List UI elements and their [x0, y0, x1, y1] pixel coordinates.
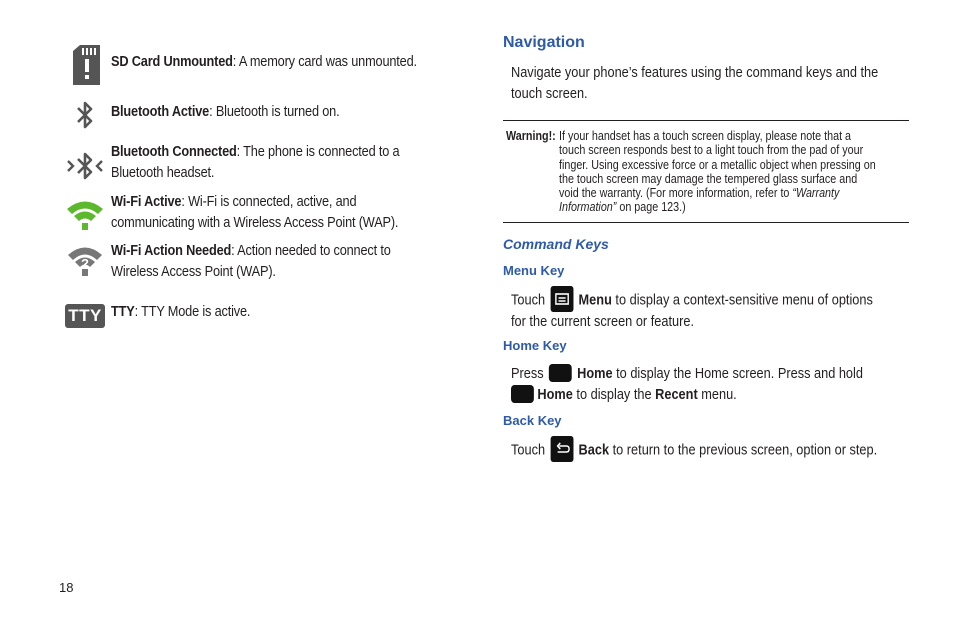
sd-card-unmounted-icon [70, 45, 102, 85]
home-key-text: Press Home to display the Home screen. Press and hold Home to display the Recent menu. [511, 366, 863, 403]
command-keys-heading: Command Keys [503, 236, 609, 252]
warning-top-rule [503, 120, 909, 121]
back-key-text: Touch Back to return to the previous screen, option or step. [511, 439, 877, 462]
tty-icon-label: TTY [68, 306, 102, 325]
wifi-action-needed-icon [67, 244, 103, 278]
menu-key-text: Touch Menu to display a context-sensitive menu of options for the current screen or feature. [511, 289, 873, 333]
bluetooth-active-icon [75, 99, 95, 131]
menu-key-icon [550, 286, 573, 312]
home-key-icon [549, 364, 572, 382]
page-number: 18 [59, 580, 74, 595]
warning-label: Warning!: [506, 129, 556, 143]
tty-icon [65, 304, 105, 328]
status-desc-wifi-action-needed: Wi-Fi Action Needed: Action needed to connect to Wireless Access Point (WAP). [111, 243, 391, 280]
wifi-active-icon [66, 198, 104, 232]
menu-key-heading: Menu Key [503, 263, 565, 278]
status-desc-wifi-active: Wi-Fi Active: Wi-Fi is connected, active, and communicating with a Wireless Access Point (WAP). [111, 194, 399, 231]
status-desc-bluetooth-active: Bluetooth Active: Bluetooth is turned on. [111, 104, 340, 120]
bluetooth-connected-icon [66, 149, 104, 183]
home-key-heading: Home Key [503, 338, 567, 353]
status-desc-sd-card: SD Card Unmounted: A memory card was unmounted. [111, 54, 417, 70]
home-key-icon-2 [511, 385, 534, 403]
back-key-icon [550, 436, 573, 462]
svg-text:?: ? [81, 256, 89, 271]
status-desc-bluetooth-connected: Bluetooth Connected: The phone is connected to a Bluetooth headset. [111, 144, 400, 181]
warning-text: If your handset has a touch screen display, please note that a touch screen responds best to a light touch from the pad of your finger. Using excessive force or a metallic object when pressing on the touch screen may damage the tempered glass surface and void the warranty. (For more information, refer to “Warranty Information” on page 123.) [559, 129, 876, 215]
navigation-heading: Navigation [503, 34, 585, 51]
warning-bottom-rule [503, 222, 909, 223]
status-desc-tty: TTY: TTY Mode is active. [111, 304, 251, 320]
navigation-intro: Navigate your phone’s features using the command keys and the touch screen. [511, 65, 879, 102]
back-key-heading: Back Key [503, 413, 562, 428]
